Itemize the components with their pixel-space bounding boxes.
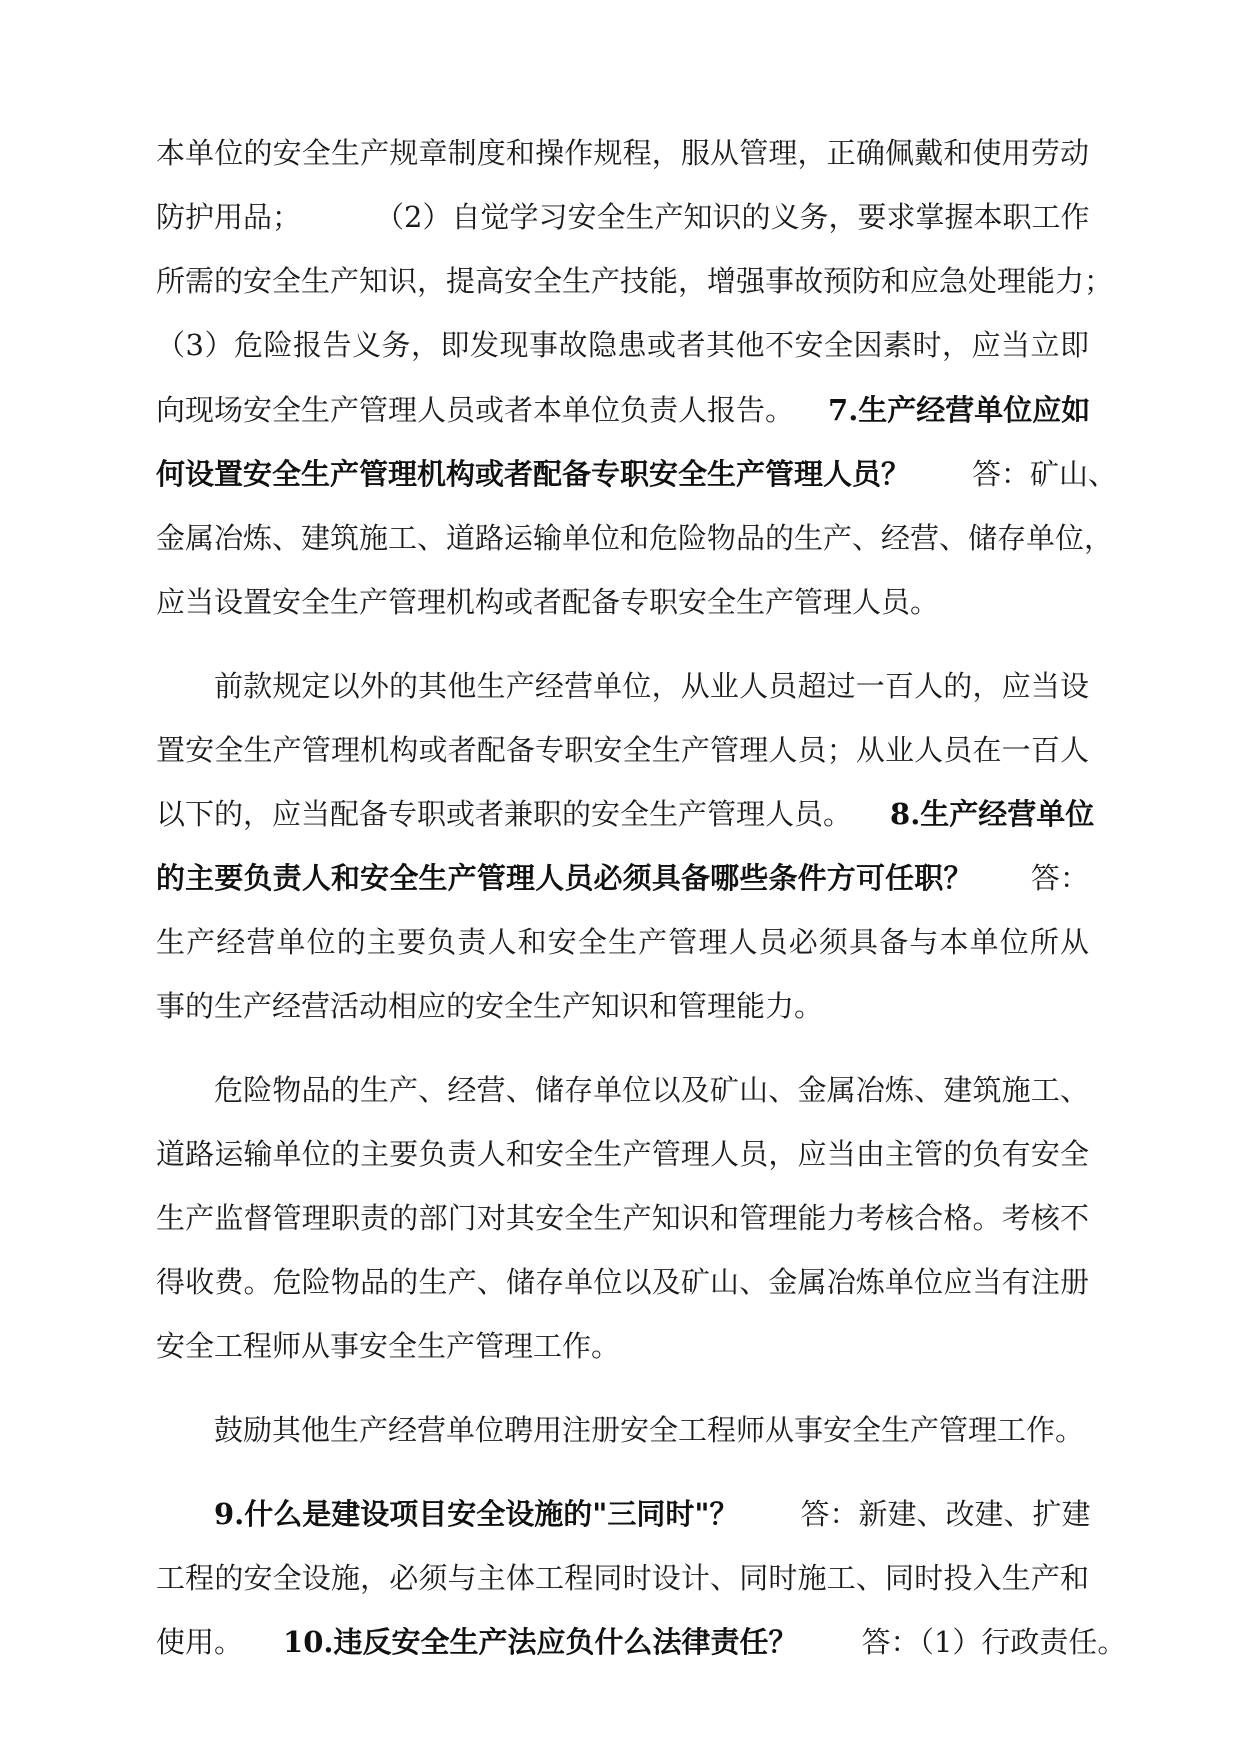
answer-label: 答：矿山、 [972, 457, 1118, 491]
text-line [156, 1316, 1089, 1376]
text-line [156, 1548, 1089, 1608]
text-span: （3）危险报告义务，即发现事故隐患或者其他不安全因素时，应当立即 [156, 328, 1089, 362]
question-heading: 7.生产经营单位应如 [828, 393, 1091, 427]
text-line [156, 656, 1089, 716]
text-span: 防护用品； [156, 200, 302, 234]
text-line [156, 976, 1089, 1036]
text-span: 工程的安全设施，必须与主体工程同时设计、同时施工、同时投入生产和 [156, 1561, 1089, 1595]
text-span: 使用。 [156, 1625, 244, 1659]
text-line [156, 572, 1089, 632]
text-span: 道路运输单位的主要负责人和安全生产管理人员，应当由主管的负有安全 [156, 1137, 1089, 1171]
text-line [156, 508, 1114, 568]
text-line [156, 123, 1089, 183]
text-line [156, 444, 1118, 504]
question-heading: 9.什么是建设项目安全设施的"三同时"？ [214, 1497, 739, 1531]
text-line [156, 784, 1095, 844]
text-span: 安全工程师从事安全生产管理工作。 [156, 1329, 621, 1363]
text-span: 向现场安全生产管理人员或者本单位负责人报告。 [156, 393, 795, 427]
text-span: 生产经营单位的主要负责人和安全生产管理人员必须具备与本单位所从 [156, 925, 1089, 959]
text-span: 所需的安全生产知识，提高安全生产技能，增强事故预防和应急处理能力； [156, 264, 1114, 298]
answer-label: 答： [1030, 861, 1089, 895]
text-line [156, 1060, 1089, 1120]
text-span: 得收费。危险物品的生产、储存单位以及矿山、金属冶炼单位应当有注册 [156, 1265, 1089, 1299]
text-span: 生产监督管理职责的部门对其安全生产知识和管理能力考核合格。考核不 [156, 1201, 1089, 1235]
text-line [156, 1124, 1089, 1184]
question-heading: 何设置安全生产管理机构或者配备专职安全生产管理人员？ [156, 457, 911, 491]
text-line [156, 187, 1089, 247]
text-line [156, 912, 1089, 972]
question-heading: 的主要负责人和安全生产管理人员必须具备哪些条件方可任职？ [156, 861, 973, 895]
question-heading: 8.生产经营单位 [890, 797, 1095, 831]
text-span: 金属冶炼、建筑施工、道路运输单位和危险物品的生产、经营、储存单位， [156, 521, 1114, 555]
text-line [156, 720, 1089, 780]
text-line [156, 848, 1089, 908]
text-line [156, 1400, 1089, 1460]
text-line [156, 251, 1114, 311]
text-line [156, 1188, 1089, 1248]
text-line [156, 315, 1089, 375]
text-line [156, 1612, 1127, 1672]
text-span: 事的生产经营活动相应的安全生产知识和管理能力。 [156, 989, 824, 1023]
text-span: 置安全生产管理机构或者配备专职安全生产管理人员；从业人员在一百人 [156, 733, 1089, 767]
text-span: 以下的，应当配备专职或者兼职的安全生产管理人员。 [156, 797, 853, 831]
text-span: 应当设置安全生产管理机构或者配备专职安全生产管理人员。 [156, 585, 940, 619]
question-heading: 10.违反安全生产法应负什么法律责任？ [283, 1625, 798, 1659]
text-line [156, 1484, 1089, 1544]
text-span: 本单位的安全生产规章制度和操作规程，服从管理，正确佩戴和使用劳动 [156, 136, 1089, 170]
text-line [156, 380, 1089, 440]
answer-label: 答：新建、改建、扩建 [800, 1497, 1091, 1531]
text-span: 前款规定以外的其他生产经营单位，从业人员超过一百人的，应当设 [214, 669, 1089, 703]
answer-label: 答：（1）行政责任。 [861, 1625, 1127, 1659]
text-line [156, 1252, 1089, 1312]
text-span: 危险物品的生产、经营、储存单位以及矿山、金属冶炼、建筑施工、 [214, 1073, 1089, 1107]
text-span: 鼓励其他生产经营单位聘用注册安全工程师从事安全生产管理工作。 [214, 1413, 1085, 1447]
text-span: （2）自觉学习安全生产知识的义务，要求掌握本职工作 [375, 200, 1090, 234]
